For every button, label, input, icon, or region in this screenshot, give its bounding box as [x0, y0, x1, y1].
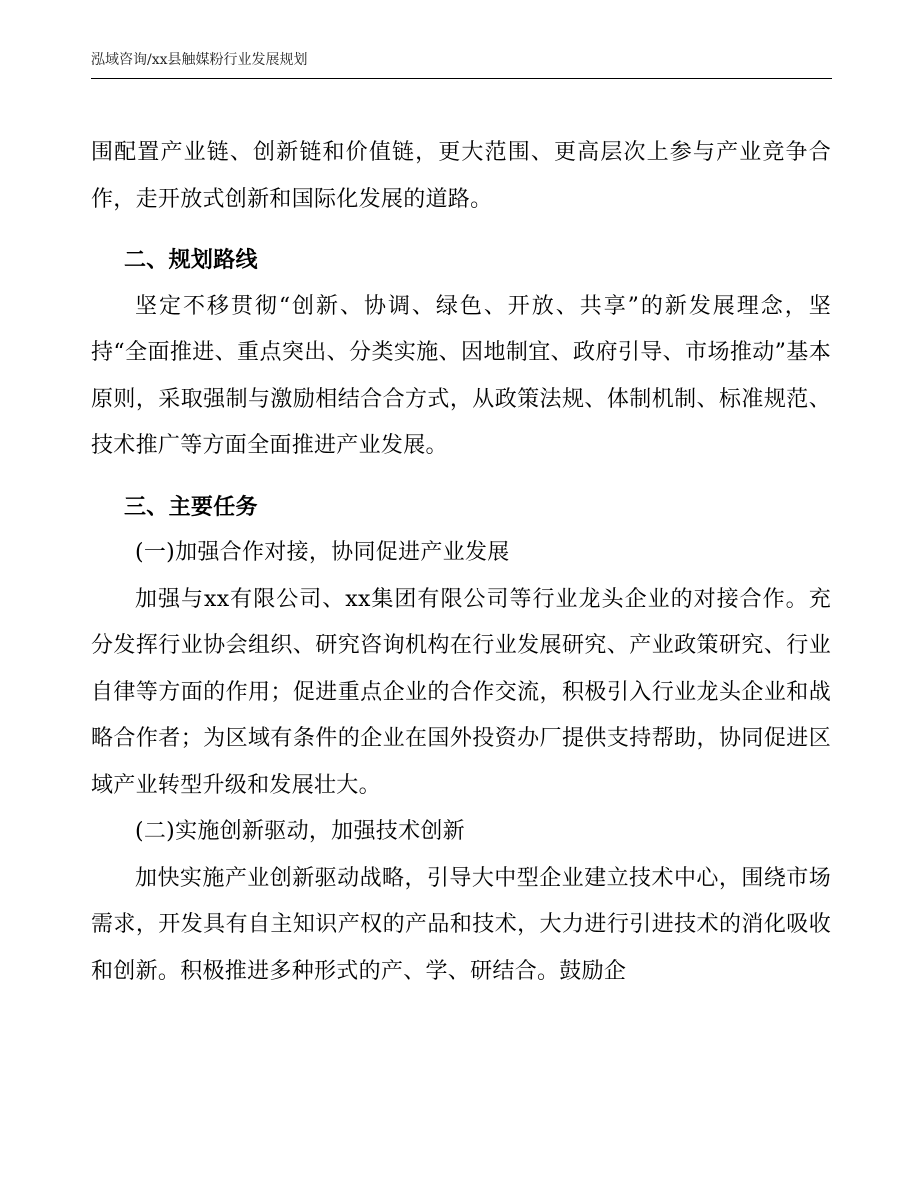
innovation-paragraph: 加快实施产业创新驱动战略，引导大中型企业建立技术中心，围绕市场需求，开发具有自主知识产权的产品和技术，大力进行引进技术的消化吸收和创新。积极推进多种形式的产、学、研结合。鼓励企: [91, 865, 831, 984]
cooperation-paragraph: 加强与xx有限公司、xx集团有限公司等行业龙头企业的对接合作。充分发挥行业协会组织、研究咨询机构在行业发展研究、产业政策研究、行业自律等方面的作用；促进重点企业的合作交流，积极引入行业龙头企业和战略合作者；为区域有条件的企业在国外投资办厂提供支持帮助，协同促进区域产业转型升级和发展壮大。: [91, 586, 831, 798]
planning-route-paragraph: 坚定不移贯彻“创新、协调、绿色、开放、共享”的新发展理念，坚持“全面推进、重点突出、分类实施、因地制宜、政府引导、市场推动”基本原则，采取强制与激励相结合合方式，从政策法规、体制机制、标准规范、技术推广等方面全面推进产业发展。: [91, 293, 831, 458]
page-header: 泓域咨询/xx县触媒粉行业发展规划: [91, 52, 308, 68]
intro-paragraph: 围配置产业链、创新链和价值链，更大范围、更高层次上参与产业竞争合作，走开放式创新和国际化发展的道路。: [91, 140, 831, 212]
header-divider: [91, 78, 832, 79]
section-heading-planning-route: 二、规划路线: [124, 247, 258, 273]
subheading-innovation: (二)实施创新驱动，加强技术创新: [135, 819, 465, 844]
subheading-cooperation: (一)加强合作对接，协同促进产业发展: [135, 540, 510, 565]
document-body: [91, 130, 831, 995]
section-heading-main-tasks: 三、主要任务: [124, 493, 258, 520]
